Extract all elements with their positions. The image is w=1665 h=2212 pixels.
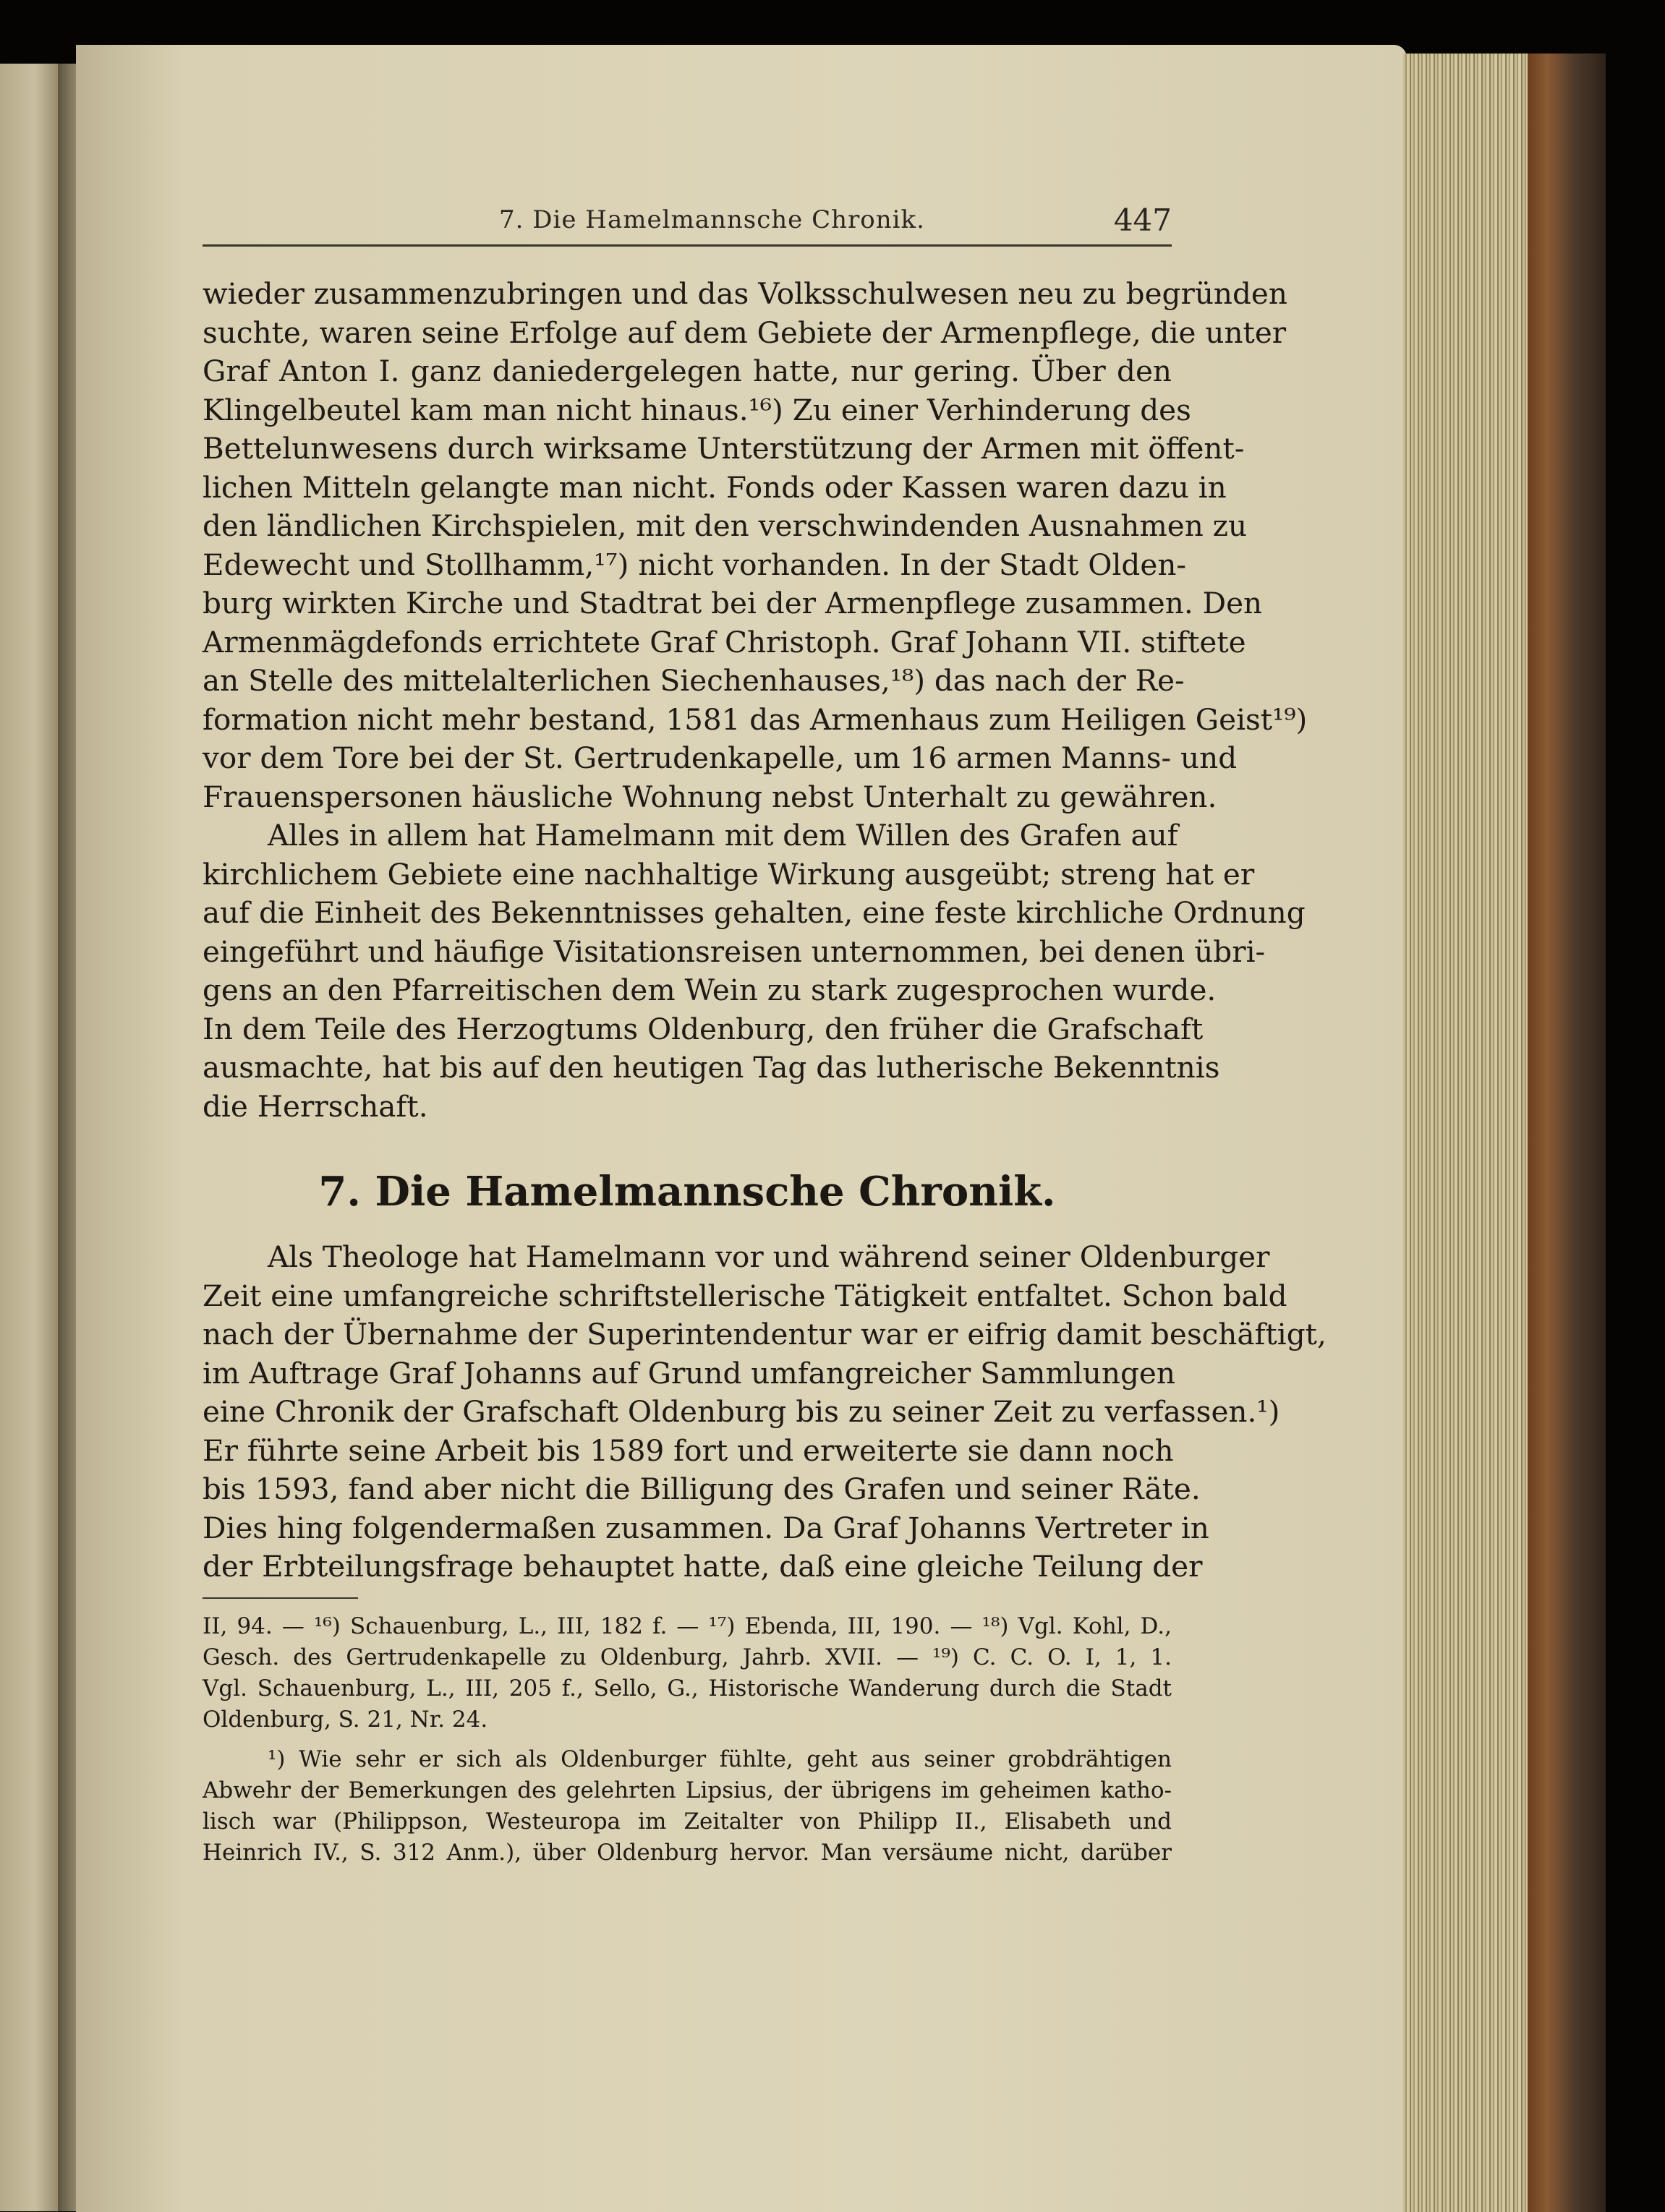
text-line: Alles in allem hat Hamelmann mit dem Willen des Grafen auf: [268, 818, 1178, 853]
text-line: vor dem Tore bei der St. Gertrudenkapelle, um 16 armen Manns- und: [203, 740, 1238, 775]
footnote-line: lisch war (Philippson, Westeuropa im Zeitalter von Philipp II., Elisabeth und: [203, 1809, 1172, 1835]
paragraph-2: [203, 816, 1306, 1126]
text-line: Armenmägdefonds errichtete Graf Christoph. Graf Johann VII. stiftete: [203, 624, 1246, 659]
footnote-gap: [203, 1735, 1172, 1744]
text-line: an Stelle des mittelalterlichen Siechenhauses,¹⁸) das nach der Re-: [203, 663, 1185, 698]
text-line: lichen Mitteln gelangte man nicht. Fonds oder Kassen waren dazu in: [203, 469, 1227, 505]
book-binding: [1528, 54, 1606, 2212]
text-line: den ländlichen Kirchspielen, mit den verschwindenden Ausnahmen zu: [203, 508, 1248, 543]
footnote-line: Vgl. Schauenburg, L., III, 205 f., Sello, G., Historische Wanderung durch die Stadt: [203, 1675, 1172, 1701]
text-line: der Erbteilungsfrage behauptet hatte, daß eine gleiche Teilung der: [203, 1549, 1203, 1584]
section-text: [203, 1238, 1327, 1587]
text-line: eine Chronik der Grafschaft Oldenburg bis zu seiner Zeit zu verfassen.¹): [203, 1394, 1280, 1429]
page-fore-edge: [1403, 54, 1530, 2212]
text-line: Dies hing folgendermaßen zusammen. Da Graf Johanns Vertreter in: [203, 1510, 1209, 1545]
footnote-line: Heinrich IV., S. 312 Anm.), über Oldenburg hervor. Man versäume nicht, darüber: [203, 1840, 1172, 1866]
text-line: Klingelbeutel kam man nicht hinaus.¹⁶) Zu einer Verhinderung des: [203, 392, 1191, 427]
text-line: Bettelunwesens durch wirksame Unterstützung der Armen mit öffent-: [203, 431, 1245, 466]
text-line: die Herrschaft.: [203, 1088, 428, 1124]
footnote-block-1: [203, 1611, 1172, 1735]
text-line: eingeführt und häufige Visitationsreisen unternommen, bei denen übri-: [203, 934, 1266, 969]
footnote-line: Oldenburg, S. 21, Nr. 24.: [203, 1707, 488, 1733]
text-line: Frauenspersonen häusliche Wohnung nebst Unterhalt zu gewähren.: [203, 779, 1217, 814]
footnotes: [203, 1611, 1172, 1869]
text-line: nach der Übernahme der Superintendentur war er eifrig damit beschäftigt,: [203, 1317, 1327, 1351]
footnote-block-2: [203, 1744, 1172, 1869]
text-line: suchte, waren seine Erfolge auf dem Gebiete der Armenpflege, die unter: [203, 315, 1287, 350]
text-line: im Auftrage Graf Johanns auf Grund umfangreicher Sammlungen: [203, 1355, 1175, 1391]
text-line: auf die Einheit des Bekenntnisses gehalten, eine feste kirchliche Ordnung: [203, 895, 1306, 930]
section-heading: 7. Die Hamelmannsche Chronik.: [318, 1168, 1056, 1216]
running-title: 7. Die Hamelmannsche Chronik.: [499, 205, 925, 234]
footnote-line: ¹) Wie sehr er sich als Oldenburger fühlte, geht aus seiner grobdrähtigen: [268, 1746, 1172, 1772]
footnote-rule: [203, 1597, 358, 1599]
text-line: burg wirkten Kirche und Stadtrat bei der Armenpflege zusammen. Den: [203, 586, 1263, 620]
text-line: wieder zusammenzubringen und das Volksschulwesen neu zu begründen: [203, 276, 1287, 311]
page-number: 447: [1113, 202, 1172, 238]
footnote-line: Abwehr der Bemerkungen des gelehrten Lipsius, der übrigens im geheimen katho-: [203, 1777, 1172, 1803]
text-line: Edewecht und Stollhamm,¹⁷) nicht vorhanden. In der Stadt Olden-: [203, 547, 1187, 582]
footnote-line: Gesch. des Gertrudenkapelle zu Oldenburg, Jahrb. XVII. — ¹⁹) C. C. O. I, 1, 1.: [203, 1644, 1172, 1670]
text-line: Er führte seine Arbeit bis 1589 fort und erweiterte sie dann noch: [203, 1432, 1174, 1468]
text-line: kirchlichem Gebiete eine nachhaltige Wirkung ausgeübt; streng hat er: [203, 856, 1255, 892]
text-line: Graf Anton I. ganz daniedergelegen hatte, nur gering. Über den: [203, 354, 1172, 388]
text-line: Zeit eine umfangreiche schriftstellerische Tätigkeit entfaltet. Schon bald: [203, 1278, 1287, 1313]
text-line: gens an den Pfarreitischen dem Wein zu stark zugesprochen wurde.: [203, 973, 1217, 1007]
text-line: ausmachte, hat bis auf den heutigen Tag das lutherische Bekenntnis: [203, 1050, 1220, 1085]
footnote-line: II, 94. — ¹⁶) Schauenburg, L., III, 182 f. — ¹⁷) Ebenda, III, 190. — ¹⁸) Vgl. Kohl, D.,: [203, 1613, 1172, 1639]
text-line: formation nicht mehr bestand, 1581 das Armenhaus zum Heiligen Geist¹⁹): [203, 701, 1308, 737]
body-text: [203, 275, 1308, 1126]
facing-page-edge: [0, 64, 64, 2211]
text-line: bis 1593, fand aber nicht die Billigung des Grafen und seiner Räte.: [203, 1472, 1201, 1506]
text-line: In dem Teile des Herzogtums Oldenburg, den früher die Grafschaft: [203, 1011, 1204, 1046]
paragraph-1: [203, 275, 1308, 816]
running-header: [203, 201, 1172, 247]
text-line: Als Theologe hat Hamelmann vor und während seiner Oldenburger: [268, 1239, 1270, 1274]
